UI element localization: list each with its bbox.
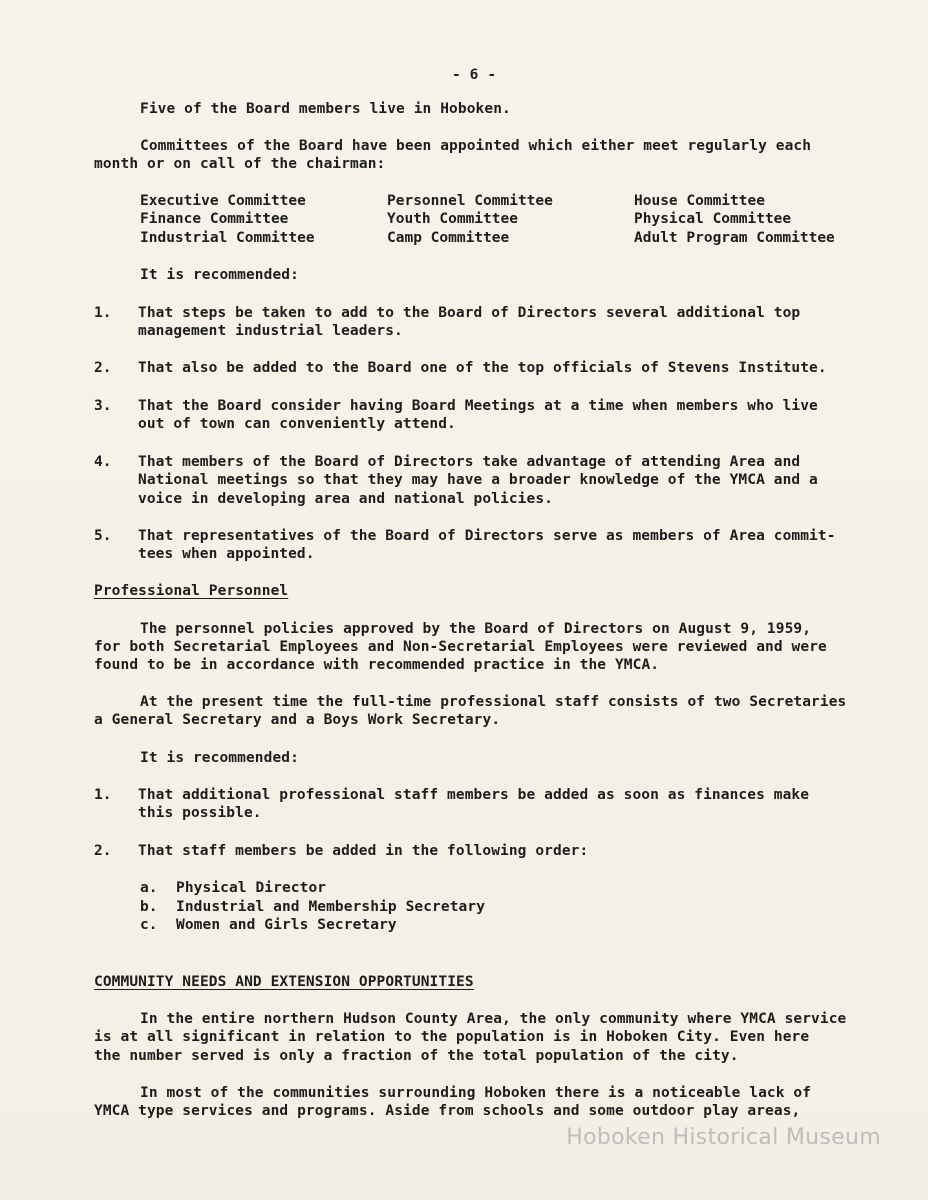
recommended-heading-1: It is recommended: (140, 267, 299, 283)
committee-house: House Committee (634, 193, 765, 209)
paragraph-surrounding-line-2: YMCA type services and programs. Aside from schools and some outdoor play areas, (94, 1103, 801, 1119)
staff-order-b-letter: b. (140, 899, 158, 915)
staff-rec-1-number: 1. (94, 787, 112, 803)
staff-order-a-letter: a. (140, 880, 158, 896)
section-heading-community: COMMUNITY NEEDS AND EXTENSION OPPORTUNITIES (94, 974, 474, 990)
board-rec-4-line-3: voice in developing area and national policies. (138, 491, 553, 507)
board-rec-3-number: 3. (94, 398, 112, 414)
page-number: - 6 - (452, 67, 497, 83)
board-rec-5-number: 5. (94, 528, 112, 544)
committee-camp: Camp Committee (387, 230, 510, 246)
staff-rec-2-line-1: That staff members be added in the following order: (138, 843, 589, 859)
recommended-heading-2: It is recommended: (140, 750, 299, 766)
board-rec-1-line-1: That steps be taken to add to the Board of Directors several additional top (138, 305, 801, 321)
paragraph-policies-line-2: for both Secretarial Employees and Non-Secretarial Employees were reviewed and were (94, 639, 827, 655)
paragraph-hudson-line-1: In the entire northern Hudson County Area, the only community where YMCA service (140, 1011, 847, 1027)
board-rec-3-line-1: That the Board consider having Board Meetings at a time when members who live (138, 398, 818, 414)
paragraph-committees-line-2: month or on call of the chairman: (94, 156, 386, 172)
committee-industrial: Industrial Committee (140, 230, 315, 246)
staff-order-c-text: Women and Girls Secretary (176, 917, 397, 933)
committee-youth: Youth Committee (387, 211, 518, 227)
board-rec-3-line-2: out of town can conveniently attend. (138, 416, 456, 432)
paragraph-hudson-line-3: the number served is only a fraction of the total population of the city. (94, 1048, 739, 1064)
board-rec-4-line-1: That members of the Board of Directors take advantage of attending Area and (138, 454, 801, 470)
board-rec-5-line-1: That representatives of the Board of Directors serve as members of Area commit- (138, 528, 836, 544)
board-rec-2-number: 2. (94, 360, 112, 376)
staff-order-c-letter: c. (140, 917, 158, 933)
board-rec-1-line-2: management industrial leaders. (138, 323, 403, 339)
staff-rec-2-number: 2. (94, 843, 112, 859)
board-rec-4-line-2: National meetings so that they may have a broader knowledge of the YMCA and a (138, 472, 818, 488)
board-rec-4-number: 4. (94, 454, 112, 470)
committee-adult-program: Adult Program Committee (634, 230, 835, 246)
section-heading-personnel: Professional Personnel (94, 583, 289, 599)
paragraph-policies-line-3: found to be in accordance with recommended practice in the YMCA. (94, 657, 660, 673)
board-rec-2-line-1: That also be added to the Board one of the top officials of Stevens Institute. (138, 360, 827, 376)
paragraph-hudson-line-2: is at all significant in relation to the population is in Hoboken City. Even here (94, 1029, 810, 1045)
paragraph-policies-line-1: The personnel policies approved by the Board of Directors on August 9, 1959, (140, 621, 812, 637)
paragraph-staff-line-2: a General Secretary and a Boys Work Secretary. (94, 712, 501, 728)
paragraph-surrounding-line-1: In most of the communities surrounding Hoboken there is a noticeable lack of (140, 1085, 812, 1101)
paragraph-board-hoboken: Five of the Board members live in Hoboken. (140, 101, 511, 117)
committee-executive: Executive Committee (140, 193, 306, 209)
paragraph-staff-line-1: At the present time the full-time professional staff consists of two Secretaries (140, 694, 847, 710)
staff-rec-1-line-1: That additional professional staff members be added as soon as finances make (138, 787, 810, 803)
committee-personnel: Personnel Committee (387, 193, 553, 209)
paragraph-committees-line-1: Committees of the Board have been appointed which either meet regularly each (140, 138, 812, 154)
staff-order-b-text: Industrial and Membership Secretary (176, 899, 486, 915)
committee-physical: Physical Committee (634, 211, 792, 227)
staff-rec-1-line-2: this possible. (138, 805, 262, 821)
board-rec-5-line-2: tees when appointed. (138, 546, 315, 562)
board-rec-1-number: 1. (94, 305, 112, 321)
committee-finance: Finance Committee (140, 211, 289, 227)
museum-watermark: Hoboken Historical Museum (566, 1125, 881, 1150)
staff-order-a-text: Physical Director (176, 880, 327, 896)
